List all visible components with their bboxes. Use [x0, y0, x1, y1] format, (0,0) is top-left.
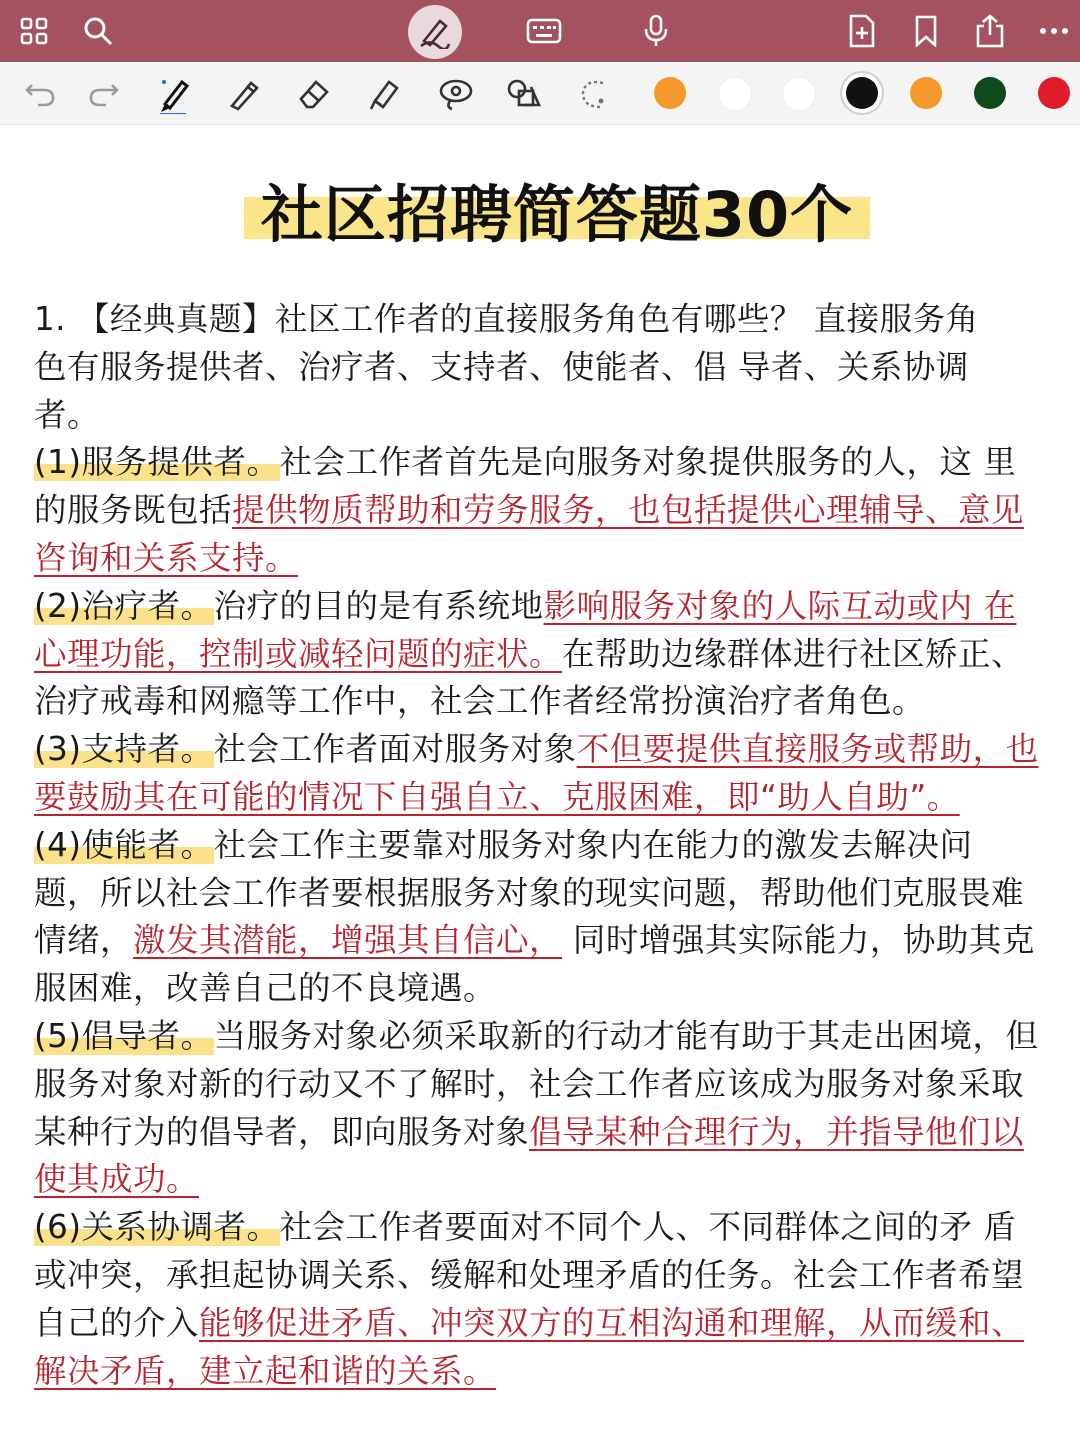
top-toolbar — [0, 0, 1080, 62]
pen-tool-icon[interactable] — [154, 74, 194, 114]
microphone-icon[interactable] — [636, 11, 676, 51]
item-text: 当服务对象必须采取新的行动才能有助于其走出困境，但服务对象对新的行动又不了解时，社会工作者应该成为服务对象采取某种行为的倡导者，即向服务对象 — [34, 1016, 1039, 1151]
color-swatch-red[interactable] — [1038, 77, 1070, 109]
answer-item — [34, 439, 1046, 582]
item-text: 社会工作者要面对不同个人、不同群体之间的矛 盾或冲突，承担起协调关系、缓解和处理矛盾的任务。社会工作者希望自己的介入 — [34, 1208, 1025, 1342]
color-swatch-green[interactable] — [974, 77, 1006, 109]
undo-icon[interactable] — [20, 74, 60, 114]
item-key-point: 影响服务对象的人际互动或内 在心理功能，控制或减轻问题的症状。 — [34, 586, 1017, 673]
answer-item — [34, 1204, 1046, 1395]
color-swatch-black-selected[interactable] — [846, 77, 878, 109]
answer-item — [34, 1013, 1046, 1204]
item-label: (2)治疗者。 — [34, 586, 214, 625]
add-page-icon[interactable] — [842, 11, 882, 51]
item-label: (4)使能者。 — [34, 825, 214, 864]
item-text: 社会工作者首先是向服务对象提供服务的人，这 里的服务既包括 — [34, 443, 1017, 530]
more-icon[interactable] — [1034, 11, 1074, 51]
color-swatch-orange-2[interactable] — [910, 77, 942, 109]
color-swatch-orange[interactable] — [654, 77, 686, 109]
laser-icon[interactable] — [574, 74, 614, 114]
shapes-icon[interactable] — [504, 74, 544, 114]
pencil-icon[interactable] — [224, 74, 264, 114]
item-key-point: 提供物质帮助和劳务服务，也包括提供心理辅导、意见咨询和关系支持。 — [34, 491, 1025, 577]
answer-item — [34, 822, 1046, 1013]
answer-item — [34, 583, 1046, 726]
keyboard-icon[interactable] — [524, 11, 564, 51]
item-label: (5)倡导者。 — [34, 1016, 214, 1055]
item-text: 社会工作者面对服务对象 — [213, 730, 577, 769]
redo-icon[interactable] — [84, 74, 124, 114]
item-text-after: 同时增强其实际能力，协助其克服困难，改善自己的不良境遇。 — [34, 921, 1035, 1008]
item-label: (3)支持者。 — [34, 730, 214, 769]
item-key-point: 不但要提供直接服务或帮助，也要鼓励其在可能的情况下自强自立、克服困难，即“助人自助”。 — [34, 730, 1039, 816]
item-key-point: 倡导某种合理行为，并指导他们以使其成功。 — [34, 1112, 1025, 1199]
item-label: (1)服务提供者。 — [34, 443, 280, 482]
item-text: 治疗的目的是有系统地 — [213, 586, 544, 625]
item-key-point: 能够促进矛盾、冲突双方的互相沟通和理解，从而缓和、解决矛盾，建立起和谐的关系。 — [34, 1303, 1025, 1390]
share-icon[interactable] — [970, 11, 1010, 51]
lasso-icon[interactable] — [436, 74, 476, 114]
intro-paragraph — [34, 296, 1046, 439]
pen-icon[interactable] — [408, 5, 462, 59]
note-content — [34, 296, 1046, 1395]
item-key-point: 激发其潜能，增强其自信心， — [133, 921, 563, 960]
search-icon[interactable] — [78, 11, 118, 51]
page-title: 社区招聘简答题30个 — [260, 178, 854, 251]
item-label: (6)关系协调者。 — [34, 1208, 280, 1247]
intro-line: 色有服务提供者、治疗者、支持者、使能者、倡 导者、关系协调 — [34, 347, 969, 386]
grid-icon[interactable] — [14, 11, 54, 51]
item-text: 社会工作主要靠对服务对象内在能力的激发去解决问 题，所以社会工作者要根据服务对象的现实问题，帮助他们克服畏难情绪， — [34, 825, 1025, 960]
eraser-icon[interactable] — [294, 74, 334, 114]
intro-line: 1. 【经典真题】社区工作者的直接服务角色有哪些？ 直接服务角 — [34, 300, 979, 338]
color-swatch-white[interactable] — [718, 77, 752, 111]
color-swatch-white-2[interactable] — [782, 77, 816, 111]
answer-item — [34, 726, 1046, 822]
bookmark-icon[interactable] — [906, 11, 946, 51]
item-text-after: 在帮助边缘群体进行社区矫正、治疗戒毒和网瘾等工作中，社会工作者经常扮演治疗者角色。 — [34, 634, 1025, 721]
highlighter-icon[interactable] — [364, 74, 404, 114]
intro-line: 者。 — [34, 395, 101, 434]
